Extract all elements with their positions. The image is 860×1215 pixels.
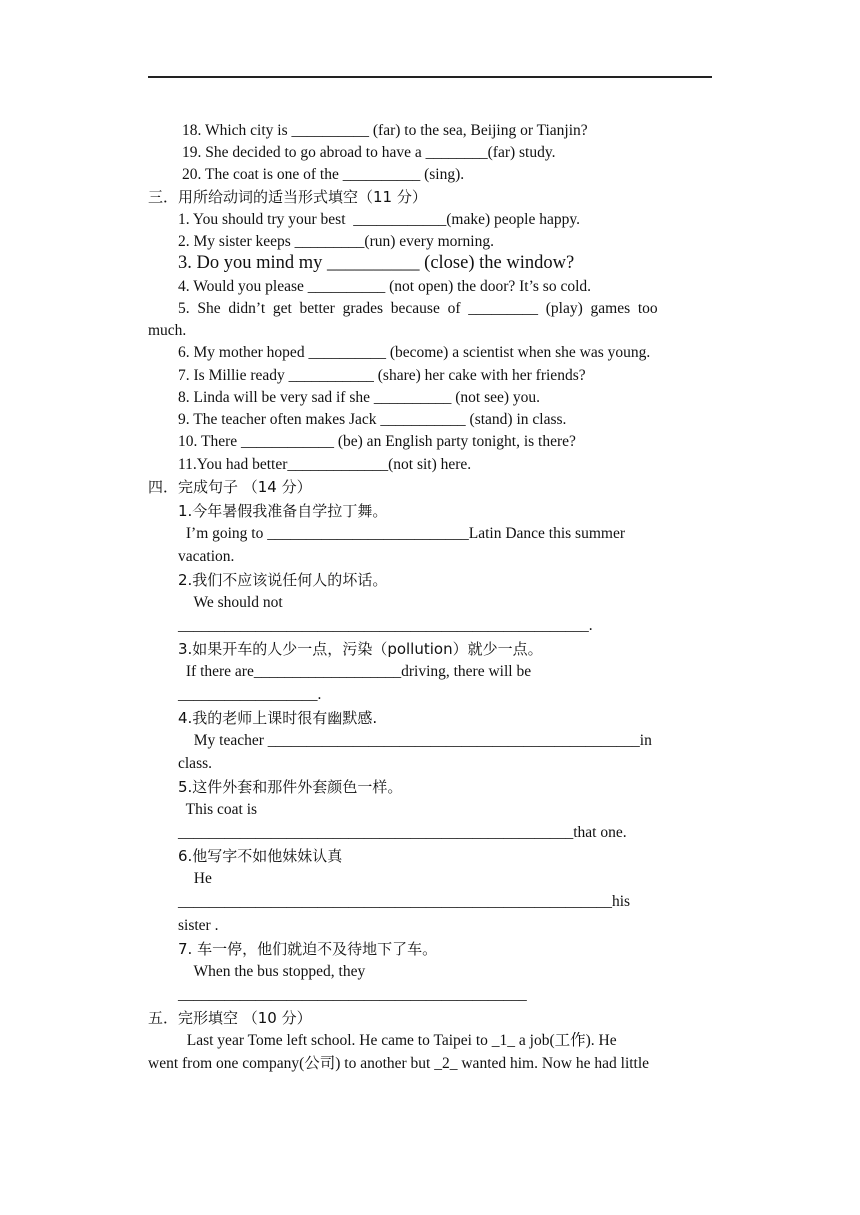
- s3-question-4: 4. Would you please __________ (not open) the door? It’s so cold.: [178, 278, 592, 295]
- s4-item-6-en-cont: sister .: [178, 917, 219, 934]
- s3-question-5-cont: much.: [148, 322, 187, 339]
- s3-question-7: 7. Is Millie ready ___________ (share) her cake with her friends?: [178, 367, 586, 384]
- s3-question-10: 10. There ____________ (be) an English party tonight, is there?: [178, 433, 576, 450]
- s4-item-7-cn: 7. 车一停，他们就迫不及待地下了车。: [178, 940, 438, 958]
- s4-item-2-en: We should not: [186, 594, 283, 611]
- s4-item-4-en: My teacher ________________________________________________in: [186, 732, 652, 749]
- s4-item-2-blank: _____________________________________________________.: [178, 617, 593, 634]
- s4-item-6-blank: ________________________________________________________his: [178, 893, 631, 910]
- passage-line-2: went from one company(公司) to another but _2_ wanted him. Now he had little: [148, 1055, 650, 1072]
- s4-item-3-en: If there are___________________driving, there will be: [182, 663, 532, 680]
- s4-item-4-cn: 4.我的老师上课时很有幽默感.: [178, 709, 378, 727]
- s3-question-2: 2. My sister keeps _________(run) every morning.: [178, 233, 494, 250]
- s3-question-9: 9. The teacher often makes Jack ___________ (stand) in class.: [178, 411, 567, 428]
- s4-item-6-en: He: [186, 870, 212, 887]
- s3-question-1: 1. You should try your best ____________(make) people happy.: [178, 211, 580, 228]
- s4-item-3-blank: __________________.: [178, 686, 322, 703]
- question-18: 18. Which city is __________ (far) to the sea, Beijing or Tianjin?: [182, 122, 588, 139]
- s4-item-5-en: This coat is: [182, 801, 258, 818]
- section-3-heading: 三．用所给动词的适当形式填空（11 分）: [148, 188, 427, 206]
- s3-question-8: 8. Linda will be very sad if she __________ (not see) you.: [178, 389, 541, 406]
- s3-question-3: 3. Do you mind my __________ (close) the window?: [178, 253, 575, 273]
- s4-item-4-en-cont: class.: [178, 755, 213, 772]
- passage-line-1: Last year Tome left school. He came to Taipei to _1_ a job(工作). He: [148, 1032, 617, 1049]
- s4-item-1-en-cont: vacation.: [178, 548, 235, 565]
- s3-question-6: 6. My mother hoped __________ (become) a scientist when she was young.: [178, 344, 651, 361]
- section-5-heading: 五．完形填空 （10 分）: [148, 1009, 312, 1027]
- s4-item-7-en: When the bus stopped, they: [186, 963, 366, 980]
- s4-item-3-cn: 3.如果开车的人少一点，污染（pollution）就少一点。: [178, 640, 543, 658]
- header-rule: [148, 76, 712, 78]
- s4-item-1-en: I’m going to __________________________Latin Dance this summer: [182, 525, 625, 542]
- s4-item-2-cn: 2.我们不应该说任何人的坏话。: [178, 571, 388, 589]
- section-4-heading: 四．完成句子 （14 分）: [148, 478, 312, 496]
- s3-question-11: 11.You had better_____________(not sit) here.: [178, 456, 472, 473]
- question-20: 20. The coat is one of the __________ (sing).: [182, 166, 465, 183]
- s4-item-5-cn: 5.这件外套和那件外套颜色一样。: [178, 778, 403, 796]
- s4-item-1-cn: 1.今年暑假我准备自学拉丁舞。: [178, 502, 388, 520]
- s4-item-5-blank: ___________________________________________________that one.: [178, 824, 627, 841]
- s3-question-5: 5. She didn’t get better grades because of _________ (play) games too: [178, 300, 658, 317]
- s4-item-7-blank: _____________________________________________: [178, 986, 527, 1003]
- s4-item-6-cn: 6.他写字不如他妹妹认真: [178, 847, 343, 865]
- question-19: 19. She decided to go abroad to have a ________(far) study.: [182, 144, 556, 161]
